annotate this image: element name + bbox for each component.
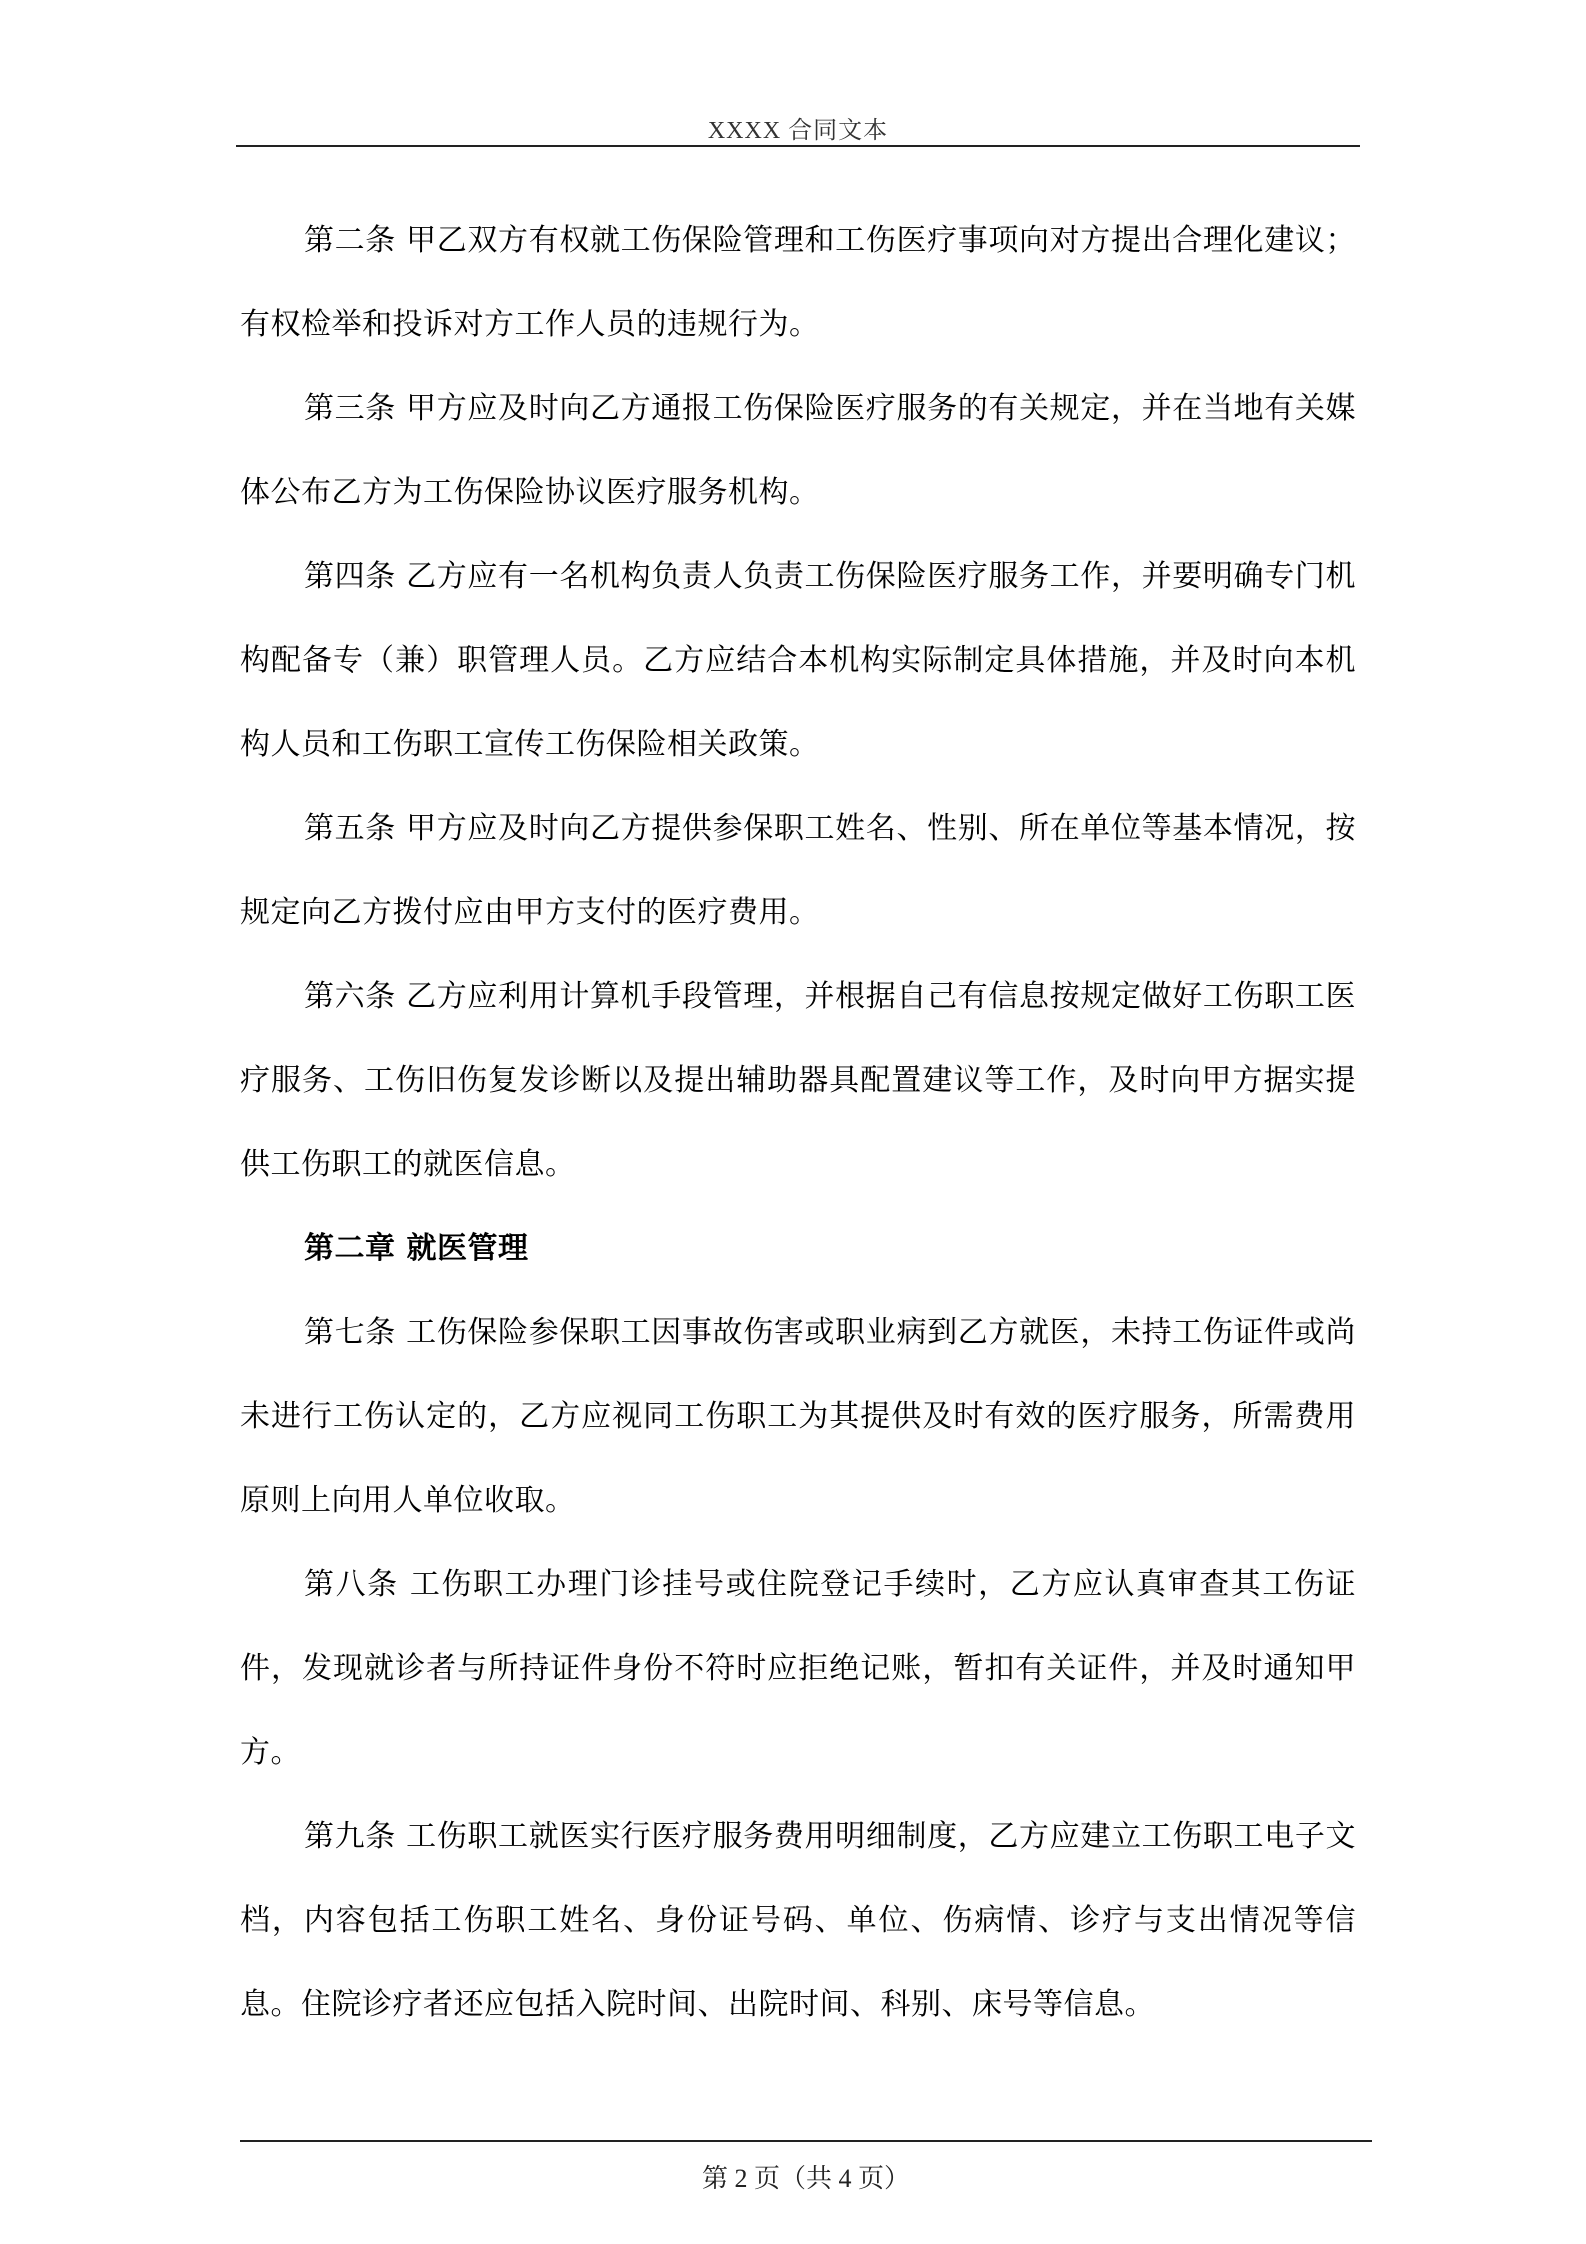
article-7-paragraph: 第七条 工伤保险参保职工因事故伤害或职业病到乙方就医，未持工伤证件或尚未进行工伤认定的，乙方应视同工伤职工为其提供及时有效的医疗服务，所需费用原则上向用人单位收取。 <box>240 1315 1356 1518</box>
footer-divider <box>240 2140 1372 2142</box>
article-9-paragraph: 第九条 工伤职工就医实行医疗服务费用明细制度，乙方应建立工伤职工电子文档，内容包括工伤职工姓名、身份证号码、单位、伤病情、诊疗与支出情况等信息。住院诊疗者还应包括入院时间、出院时间、科别、床号等信息。 <box>240 1819 1356 2022</box>
article-2-paragraph: 第二条 甲乙双方有权就工伤保险管理和工伤医疗事项向对方提出合理化建议；有权检举和投诉对方工作人员的违规行为。 <box>240 223 1356 342</box>
article-5-paragraph: 第五条 甲方应及时向乙方提供参保职工姓名、性别、所在单位等基本情况，按规定向乙方拨付应由甲方支付的医疗费用。 <box>240 811 1356 930</box>
article-8-paragraph: 第八条 工伤职工办理门诊挂号或住院登记手续时，乙方应认真审查其工伤证件，发现就诊者与所持证件身份不符时应拒绝记账，暂扣有关证件，并及时通知甲方。 <box>240 1567 1356 1770</box>
page-number-footer: 第 2 页（共 4 页） <box>701 2164 910 2193</box>
article-4-paragraph: 第四条 乙方应有一名机构负责人负责工伤保险医疗服务工作，并要明确专门机构配备专（兼）职管理人员。乙方应结合本机构实际制定具体措施，并及时向本机构人员和工伤职工宣传工伤保险相关政策。 <box>240 559 1356 762</box>
page-header-title: XXXX 合同文本 <box>707 118 889 144</box>
article-3-paragraph: 第三条 甲方应及时向乙方通报工伤保险医疗服务的有关规定，并在当地有关媒体公布乙方为工伤保险协议医疗服务机构。 <box>240 391 1356 510</box>
chapter-2-heading: 第二章 就医管理 <box>304 1231 529 1266</box>
article-6-paragraph: 第六条 乙方应利用计算机手段管理，并根据自己有信息按规定做好工伤职工医疗服务、工伤旧伤复发诊断以及提出辅助器具配置建议等工作，及时向甲方据实提供工伤职工的就医信息。 <box>240 979 1356 1182</box>
header-divider <box>236 145 1360 147</box>
document-body <box>240 199 1356 2047</box>
